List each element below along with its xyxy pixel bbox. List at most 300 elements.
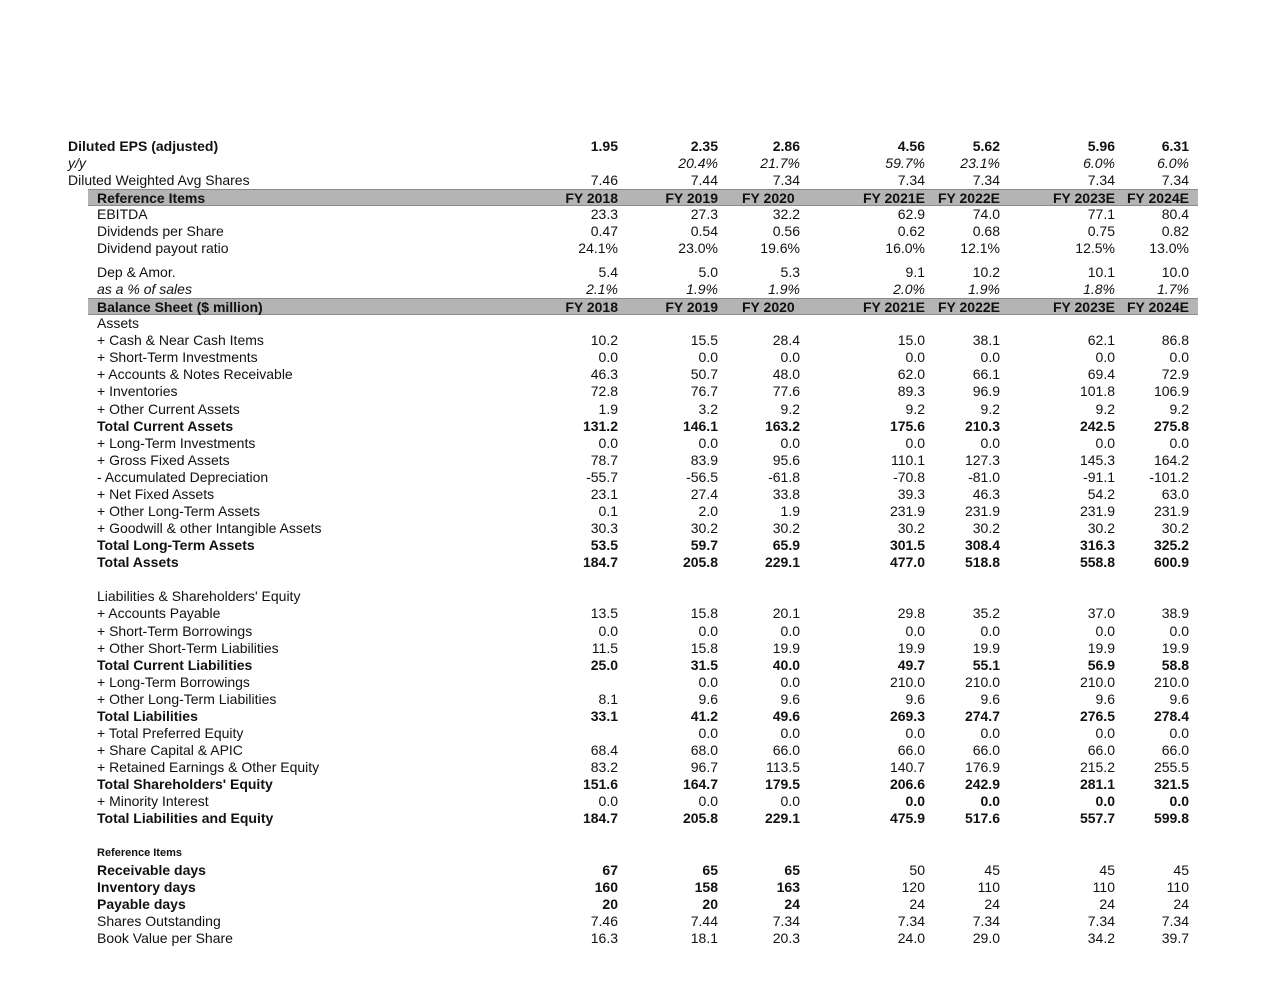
table-row bbox=[0, 155, 1280, 172]
table-cell: 1.7% bbox=[1157, 281, 1189, 297]
table-cell: 269.3 bbox=[889, 708, 925, 724]
row-label: Total Shareholders' Equity bbox=[97, 776, 273, 792]
table-cell: 0.0 bbox=[780, 793, 800, 809]
table-cell: 2.1% bbox=[586, 281, 618, 297]
table-cell: 163 bbox=[776, 879, 800, 895]
table-cell: 24 bbox=[909, 896, 925, 912]
table-cell: 19.9 bbox=[772, 640, 800, 656]
row-label: Book Value per Share bbox=[97, 930, 233, 946]
table-cell: 10.1 bbox=[1087, 264, 1115, 280]
table-cell: 59.7% bbox=[885, 155, 925, 171]
table-cell: 67 bbox=[602, 862, 618, 878]
table-cell: 0.0 bbox=[980, 623, 1000, 639]
table-cell: 10.2 bbox=[972, 264, 1000, 280]
table-cell: 20.1 bbox=[772, 605, 800, 621]
table-row bbox=[0, 708, 1280, 725]
table-cell: 56.9 bbox=[1087, 657, 1115, 673]
table-cell: 242.9 bbox=[964, 776, 1000, 792]
table-row bbox=[0, 537, 1280, 554]
table-cell: 50.7 bbox=[690, 366, 718, 382]
table-cell: 5.96 bbox=[1087, 138, 1115, 154]
table-cell: FY 2023E bbox=[1052, 299, 1115, 315]
table-cell: 301.5 bbox=[889, 537, 925, 553]
table-cell: 215.2 bbox=[1079, 759, 1115, 775]
table-cell: 96.9 bbox=[972, 383, 1000, 399]
table-cell: 0.0 bbox=[698, 793, 718, 809]
table-row bbox=[0, 452, 1280, 469]
table-cell: 0.0 bbox=[598, 623, 618, 639]
row-label: - Accumulated Depreciation bbox=[97, 469, 269, 485]
table-cell: 7.34 bbox=[897, 172, 925, 188]
table-cell: 0.0 bbox=[980, 435, 1000, 451]
row-label: Balance Sheet ($ million) bbox=[97, 299, 263, 315]
table-cell: 205.8 bbox=[682, 554, 718, 570]
row-label: EBITDA bbox=[97, 206, 148, 222]
table-cell: 19.9 bbox=[1161, 640, 1189, 656]
table-cell: 0.0 bbox=[905, 725, 925, 741]
table-cell: 19.6% bbox=[760, 240, 800, 256]
table-cell: 28.4 bbox=[772, 332, 800, 348]
table-cell: 517.6 bbox=[964, 810, 1000, 826]
table-row bbox=[0, 349, 1280, 366]
row-label: Dep & Amor. bbox=[97, 264, 176, 280]
table-cell: 0.0 bbox=[1169, 623, 1189, 639]
table-cell: 58.8 bbox=[1161, 657, 1189, 673]
table-cell: 2.0% bbox=[893, 281, 925, 297]
table-cell: 9.6 bbox=[905, 691, 925, 707]
table-row bbox=[0, 435, 1280, 452]
table-cell: 7.34 bbox=[1161, 913, 1189, 929]
table-cell: 66.0 bbox=[897, 742, 925, 758]
table-cell: 29.0 bbox=[972, 930, 1000, 946]
table-cell: 477.0 bbox=[889, 554, 925, 570]
table-cell: 66.0 bbox=[972, 742, 1000, 758]
table-cell: 10.2 bbox=[590, 332, 618, 348]
table-cell: 184.7 bbox=[582, 810, 618, 826]
table-cell: 9.6 bbox=[780, 691, 800, 707]
table-cell: 599.8 bbox=[1153, 810, 1189, 826]
table-cell: 29.8 bbox=[897, 605, 925, 621]
table-cell: 1.9% bbox=[768, 281, 800, 297]
table-cell: 62.9 bbox=[897, 206, 925, 222]
table-cell: -56.5 bbox=[686, 469, 718, 485]
table-row bbox=[0, 776, 1280, 793]
table-cell: 27.3 bbox=[690, 206, 718, 222]
table-row bbox=[0, 486, 1280, 503]
table-cell: 146.1 bbox=[682, 418, 718, 434]
table-cell: 62.1 bbox=[1087, 332, 1115, 348]
table-cell: 33.8 bbox=[772, 486, 800, 502]
table-cell: 38.1 bbox=[972, 332, 1000, 348]
table-cell: 231.9 bbox=[1079, 503, 1115, 519]
table-cell: 54.2 bbox=[1087, 486, 1115, 502]
table-cell: 20 bbox=[702, 896, 718, 912]
table-cell: -91.1 bbox=[1083, 469, 1115, 485]
table-row bbox=[0, 554, 1280, 571]
table-cell: 1.9% bbox=[686, 281, 718, 297]
table-cell: 164.7 bbox=[682, 776, 718, 792]
row-label: Diluted Weighted Avg Shares bbox=[68, 172, 250, 188]
table-cell: 65 bbox=[784, 862, 800, 878]
table-cell: 19.9 bbox=[1087, 640, 1115, 656]
table-row bbox=[0, 623, 1280, 640]
table-cell: 31.5 bbox=[690, 657, 718, 673]
row-label: Dividend payout ratio bbox=[97, 240, 229, 256]
table-cell: 9.6 bbox=[980, 691, 1000, 707]
table-cell: FY 2018 bbox=[565, 299, 618, 315]
table-cell: 72.8 bbox=[590, 383, 618, 399]
table-cell: 15.5 bbox=[690, 332, 718, 348]
table-cell: 0.0 bbox=[1169, 435, 1189, 451]
table-cell: 106.9 bbox=[1153, 383, 1189, 399]
table-cell: 210.0 bbox=[1079, 674, 1115, 690]
table-cell: 5.62 bbox=[972, 138, 1000, 154]
table-row bbox=[0, 264, 1280, 281]
table-cell: 25.0 bbox=[590, 657, 618, 673]
table-cell: 0.0 bbox=[1095, 349, 1115, 365]
table-cell: 557.7 bbox=[1079, 810, 1115, 826]
row-label: Liabilities & Shareholders' Equity bbox=[97, 588, 301, 604]
table-cell: 0.0 bbox=[780, 674, 800, 690]
table-cell: 0.0 bbox=[1095, 623, 1115, 639]
table-cell: 66.1 bbox=[972, 366, 1000, 382]
table-cell: 210.0 bbox=[1153, 674, 1189, 690]
table-cell: 0.0 bbox=[698, 623, 718, 639]
table-cell: 0.0 bbox=[1095, 435, 1115, 451]
table-cell: 151.6 bbox=[582, 776, 618, 792]
table-cell: 35.2 bbox=[972, 605, 1000, 621]
table-cell: 1.95 bbox=[590, 138, 618, 154]
row-label: Shares Outstanding bbox=[97, 913, 221, 929]
row-label: + Retained Earnings & Other Equity bbox=[97, 759, 320, 775]
table-row bbox=[0, 742, 1280, 759]
row-label: + Long-Term Investments bbox=[97, 435, 256, 451]
table-cell: 8.1 bbox=[598, 691, 618, 707]
table-row bbox=[0, 469, 1280, 486]
table-cell: 131.2 bbox=[582, 418, 618, 434]
table-cell: 83.9 bbox=[690, 452, 718, 468]
row-label: + Total Preferred Equity bbox=[97, 725, 244, 741]
table-cell: 145.3 bbox=[1079, 452, 1115, 468]
table-cell: 6.0% bbox=[1157, 155, 1189, 171]
table-cell: 39.3 bbox=[897, 486, 925, 502]
table-cell: 24.0 bbox=[897, 930, 925, 946]
row-label: Total Current Assets bbox=[97, 418, 234, 434]
table-row bbox=[0, 520, 1280, 537]
table-cell: 40.0 bbox=[772, 657, 800, 673]
table-cell: 206.6 bbox=[889, 776, 925, 792]
table-cell: 32.2 bbox=[772, 206, 800, 222]
table-row bbox=[0, 930, 1280, 947]
table-cell: 3.2 bbox=[698, 401, 718, 417]
table-cell: 45 bbox=[984, 862, 1000, 878]
table-cell: 0.82 bbox=[1161, 223, 1189, 239]
table-cell: 24 bbox=[784, 896, 800, 912]
table-cell: 37.0 bbox=[1087, 605, 1115, 621]
row-label: Diluted EPS (adjusted) bbox=[68, 138, 219, 154]
table-cell: 0.0 bbox=[1095, 725, 1115, 741]
row-label: as a % of sales bbox=[97, 281, 192, 297]
table-cell: 164.2 bbox=[1153, 452, 1189, 468]
table-cell: 7.46 bbox=[590, 172, 618, 188]
table-cell: 96.7 bbox=[690, 759, 718, 775]
table-cell: 9.2 bbox=[980, 401, 1000, 417]
table-cell: 7.34 bbox=[1087, 172, 1115, 188]
table-cell: 140.7 bbox=[889, 759, 925, 775]
table-cell: 600.9 bbox=[1153, 554, 1189, 570]
table-row bbox=[0, 281, 1280, 298]
table-cell: 68.4 bbox=[590, 742, 618, 758]
table-cell: 23.0% bbox=[678, 240, 718, 256]
row-label: Dividends per Share bbox=[97, 223, 224, 239]
table-cell: 0.0 bbox=[905, 435, 925, 451]
table-cell: 12.1% bbox=[960, 240, 1000, 256]
table-cell: 18.1 bbox=[690, 930, 718, 946]
table-cell: 113.5 bbox=[766, 759, 800, 775]
table-cell: 45 bbox=[1099, 862, 1115, 878]
table-cell: 242.5 bbox=[1079, 418, 1115, 434]
table-row bbox=[0, 383, 1280, 400]
table-row bbox=[0, 366, 1280, 383]
table-cell: 231.9 bbox=[889, 503, 925, 519]
table-cell: 7.46 bbox=[590, 913, 618, 929]
table-cell: 7.34 bbox=[972, 913, 1000, 929]
row-label: Receivable days bbox=[97, 862, 206, 878]
row-label: + Other Short-Term Liabilities bbox=[97, 640, 279, 656]
table-cell: 231.9 bbox=[964, 503, 1000, 519]
table-cell: 12.5% bbox=[1075, 240, 1115, 256]
table-row bbox=[0, 172, 1280, 189]
table-cell: 46.3 bbox=[972, 486, 1000, 502]
section-header-row bbox=[88, 298, 1198, 315]
table-cell: 558.8 bbox=[1079, 554, 1115, 570]
row-label: Assets bbox=[97, 315, 140, 331]
table-cell: 0.0 bbox=[905, 623, 925, 639]
table-cell: 0.0 bbox=[598, 435, 618, 451]
table-cell: 321.5 bbox=[1153, 776, 1189, 792]
table-cell: 110 bbox=[1092, 879, 1115, 895]
table-cell: 15.8 bbox=[690, 640, 718, 656]
table-cell: 229.1 bbox=[764, 810, 800, 826]
table-cell: 0.0 bbox=[1169, 793, 1189, 809]
table-cell: 163.2 bbox=[764, 418, 800, 434]
table-cell: 80.4 bbox=[1161, 206, 1189, 222]
table-cell: 20 bbox=[602, 896, 618, 912]
table-cell: FY 2024E bbox=[1126, 299, 1189, 315]
table-cell: FY 2020 bbox=[742, 190, 795, 206]
table-cell: 5.3 bbox=[780, 264, 800, 280]
table-row bbox=[0, 206, 1280, 223]
table-cell: 325.2 bbox=[1153, 537, 1189, 553]
table-cell: 19.9 bbox=[897, 640, 925, 656]
table-cell: 7.34 bbox=[972, 172, 1000, 188]
table-cell: 0.0 bbox=[1169, 349, 1189, 365]
table-cell: 0.0 bbox=[905, 349, 925, 365]
table-cell: 95.6 bbox=[772, 452, 800, 468]
table-cell: 0.0 bbox=[780, 623, 800, 639]
table-cell: 23.3 bbox=[590, 206, 618, 222]
table-row bbox=[0, 418, 1280, 435]
table-cell: FY 2019 bbox=[665, 299, 718, 315]
table-cell: 0.0 bbox=[598, 349, 618, 365]
table-cell: 24 bbox=[1099, 896, 1115, 912]
table-cell: FY 2024E bbox=[1126, 190, 1189, 206]
table-cell: 23.1% bbox=[960, 155, 1000, 171]
table-cell: 175.6 bbox=[889, 418, 925, 434]
table-row bbox=[0, 401, 1280, 418]
table-cell: FY 2021E bbox=[862, 190, 925, 206]
table-cell: 1.9 bbox=[598, 401, 618, 417]
table-row bbox=[0, 896, 1280, 913]
table-cell: 281.1 bbox=[1079, 776, 1115, 792]
table-cell: 30.3 bbox=[590, 520, 618, 536]
table-cell: 278.4 bbox=[1153, 708, 1189, 724]
table-cell: 9.2 bbox=[780, 401, 800, 417]
table-cell: FY 2018 bbox=[565, 190, 618, 206]
table-cell: 7.34 bbox=[1161, 172, 1189, 188]
table-cell: 7.34 bbox=[897, 913, 925, 929]
table-cell: 0.0 bbox=[1095, 793, 1115, 809]
table-cell: 0.0 bbox=[780, 725, 800, 741]
table-cell: 86.8 bbox=[1161, 332, 1189, 348]
table-cell: 83.2 bbox=[590, 759, 618, 775]
table-row bbox=[0, 223, 1280, 240]
table-cell: 276.5 bbox=[1079, 708, 1115, 724]
table-cell: 65 bbox=[702, 862, 718, 878]
table-cell: 72.9 bbox=[1161, 366, 1189, 382]
table-row bbox=[0, 503, 1280, 520]
table-cell: 74.0 bbox=[972, 206, 1000, 222]
table-cell: 76.7 bbox=[690, 383, 718, 399]
table-cell: 0.54 bbox=[690, 223, 718, 239]
table-cell: 7.34 bbox=[772, 172, 800, 188]
table-cell: 41.2 bbox=[690, 708, 718, 724]
table-cell: 101.8 bbox=[1079, 383, 1115, 399]
table-cell: 38.9 bbox=[1161, 605, 1189, 621]
table-cell: FY 2023E bbox=[1052, 190, 1115, 206]
table-cell: 1.9% bbox=[968, 281, 1000, 297]
table-cell: 49.7 bbox=[897, 657, 925, 673]
row-label: Reference Items bbox=[97, 847, 182, 859]
table-row bbox=[0, 759, 1280, 776]
table-cell: 24 bbox=[1173, 896, 1189, 912]
table-cell: 0.0 bbox=[698, 674, 718, 690]
table-cell: 0.0 bbox=[980, 725, 1000, 741]
row-label: Inventory days bbox=[97, 879, 196, 895]
table-cell: 49.6 bbox=[772, 708, 800, 724]
table-cell: 0.68 bbox=[972, 223, 1000, 239]
table-cell: 205.8 bbox=[682, 810, 718, 826]
table-cell: 274.7 bbox=[964, 708, 1000, 724]
table-cell: 1.8% bbox=[1083, 281, 1115, 297]
table-cell: 0.0 bbox=[905, 793, 925, 809]
table-cell: 66.0 bbox=[1087, 742, 1115, 758]
table-cell: 120 bbox=[901, 879, 925, 895]
table-cell: 9.2 bbox=[905, 401, 925, 417]
table-cell: 275.8 bbox=[1153, 418, 1189, 434]
table-cell: 5.4 bbox=[598, 264, 618, 280]
table-cell: FY 2021E bbox=[862, 299, 925, 315]
table-cell: 10.0 bbox=[1161, 264, 1189, 280]
table-cell: 30.2 bbox=[772, 520, 800, 536]
table-cell: 475.9 bbox=[889, 810, 925, 826]
row-label: + Accounts & Notes Receivable bbox=[97, 366, 293, 382]
table-cell: 13.0% bbox=[1149, 240, 1189, 256]
table-row bbox=[0, 588, 1280, 605]
table-cell: 6.0% bbox=[1083, 155, 1115, 171]
table-cell: -55.7 bbox=[586, 469, 618, 485]
table-cell: 316.3 bbox=[1079, 537, 1115, 553]
table-cell: 24 bbox=[984, 896, 1000, 912]
table-row bbox=[0, 315, 1280, 332]
row-label: Payable days bbox=[97, 896, 186, 912]
table-cell: 55.1 bbox=[972, 657, 1000, 673]
table-cell: 68.0 bbox=[690, 742, 718, 758]
table-row bbox=[0, 862, 1280, 879]
table-cell: 77.1 bbox=[1087, 206, 1115, 222]
table-cell: 34.2 bbox=[1087, 930, 1115, 946]
row-label: + Short-Term Investments bbox=[97, 349, 258, 365]
table-cell: 0.56 bbox=[772, 223, 800, 239]
row-label: Total Current Liabilities bbox=[97, 657, 253, 673]
table-cell: FY 2020 bbox=[742, 299, 795, 315]
table-row bbox=[0, 640, 1280, 657]
row-label: Total Assets bbox=[97, 554, 179, 570]
table-cell: 23.1 bbox=[590, 486, 618, 502]
table-cell: 13.5 bbox=[590, 605, 618, 621]
table-cell: 210.0 bbox=[889, 674, 925, 690]
table-cell: 0.0 bbox=[598, 793, 618, 809]
table-row bbox=[0, 674, 1280, 691]
table-cell: 127.3 bbox=[964, 452, 1000, 468]
table-cell: 30.2 bbox=[1087, 520, 1115, 536]
row-label: + Cash & Near Cash Items bbox=[97, 332, 264, 348]
table-cell: 19.9 bbox=[972, 640, 1000, 656]
row-label: + Share Capital & APIC bbox=[97, 742, 243, 758]
table-cell: 48.0 bbox=[772, 366, 800, 382]
table-cell: 30.2 bbox=[897, 520, 925, 536]
table-cell: 66.0 bbox=[1161, 742, 1189, 758]
row-label: + Net Fixed Assets bbox=[97, 486, 215, 502]
table-cell: 0.0 bbox=[980, 349, 1000, 365]
table-cell: 0.0 bbox=[980, 793, 1000, 809]
table-cell: 2.0 bbox=[698, 503, 718, 519]
table-row bbox=[0, 332, 1280, 349]
table-cell: 30.2 bbox=[690, 520, 718, 536]
table-cell: 5.0 bbox=[698, 264, 718, 280]
table-cell: 176.9 bbox=[964, 759, 1000, 775]
table-row bbox=[0, 240, 1280, 257]
table-cell: 66.0 bbox=[772, 742, 800, 758]
table-cell: 0.0 bbox=[698, 725, 718, 741]
table-cell: 1.9 bbox=[780, 503, 800, 519]
row-label: + Gross Fixed Assets bbox=[97, 452, 230, 468]
table-cell: 24.1% bbox=[578, 240, 618, 256]
table-cell: 210.3 bbox=[964, 418, 1000, 434]
table-cell: 62.0 bbox=[897, 366, 925, 382]
table-cell: 0.0 bbox=[698, 435, 718, 451]
table-cell: 110 bbox=[1166, 879, 1189, 895]
table-cell: 30.2 bbox=[1161, 520, 1189, 536]
table-cell: 7.44 bbox=[690, 172, 718, 188]
row-label: + Other Long-Term Liabilities bbox=[97, 691, 277, 707]
table-cell: 46.3 bbox=[590, 366, 618, 382]
table-cell: 9.6 bbox=[1095, 691, 1115, 707]
row-label: + Minority Interest bbox=[97, 793, 209, 809]
table-cell: 69.4 bbox=[1087, 366, 1115, 382]
table-cell: 210.0 bbox=[964, 674, 1000, 690]
table-cell: -61.8 bbox=[768, 469, 800, 485]
